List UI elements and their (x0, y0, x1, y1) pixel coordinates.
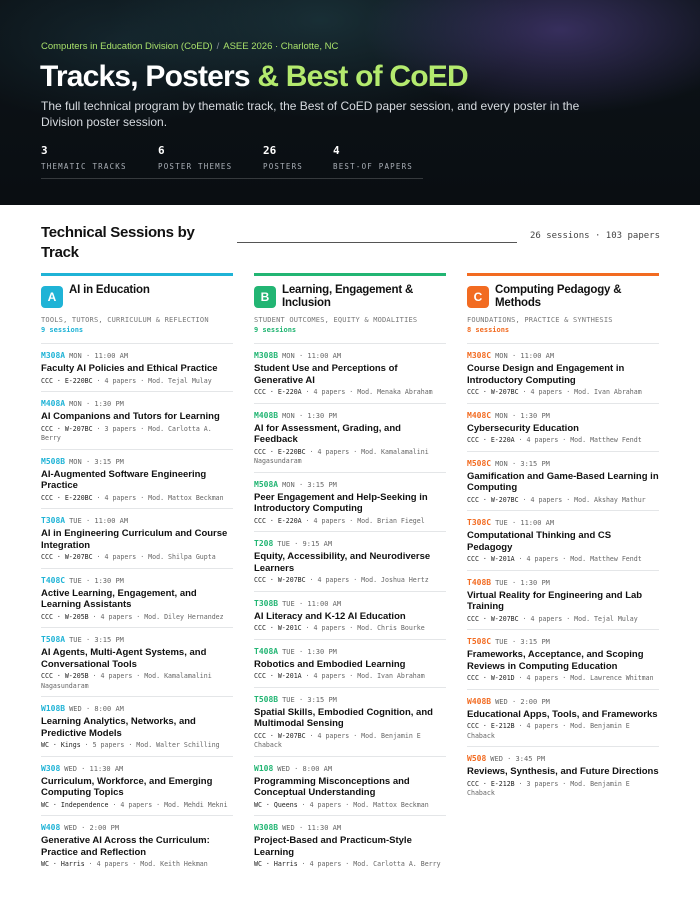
session-code: T508A (41, 635, 66, 644)
session-list (254, 343, 446, 875)
track-subtitle: FOUNDATIONS, PRACTICE & SYNTHESIS (467, 316, 613, 324)
session-item[interactable] (467, 689, 659, 747)
session-details: · 4 papers · Mod. Tejal Mulay (92, 376, 212, 385)
session-item[interactable] (254, 472, 446, 532)
session-time: TUE · 1:30 PM (69, 576, 124, 585)
session-time: TUE · 9:15 AM (277, 540, 333, 548)
session-schedule (41, 576, 233, 585)
session-item[interactable] (254, 591, 446, 639)
page-lede: The full technical program by thematic track, the Best of CoED paper session, and every poster in the Division poster session. (41, 99, 580, 129)
session-details: · 4 papers · Mod. Menaka Abraham (301, 388, 433, 396)
session-schedule (254, 411, 446, 420)
session-schedule (41, 457, 233, 466)
session-details: · 3 papers · Mod. Carlotta A. Berry (41, 424, 212, 442)
session-meta (41, 494, 233, 504)
session-item[interactable] (41, 391, 233, 449)
session-code: M508C (467, 458, 492, 468)
session-code: T308A (41, 516, 66, 525)
session-item[interactable] (41, 756, 233, 816)
session-room: WC · Queens (254, 800, 298, 809)
session-code: W508 (467, 754, 487, 763)
session-room: CCC · W-207BC (41, 553, 93, 561)
session-title[interactable]: Robotics and Embodied Learning (254, 658, 406, 670)
session-meta (254, 576, 446, 586)
session-details: · 4 papers · Mod. Mehdi Mekni (108, 800, 228, 809)
session-code: M408B (254, 410, 279, 420)
session-item[interactable] (467, 510, 659, 570)
session-title[interactable]: Student Use and Perceptions of Generative AI (254, 363, 398, 386)
session-meta (254, 672, 446, 682)
session-title[interactable]: Programming Misconceptions and Conceptual Understanding (254, 775, 410, 798)
session-item[interactable] (41, 696, 233, 756)
session-item[interactable] (467, 451, 659, 511)
session-details: · 4 papers · Mod. Keith Hekman (84, 860, 208, 868)
session-item[interactable] (467, 570, 659, 630)
section-header (41, 223, 660, 265)
session-time: MON · 3:15 PM (495, 459, 550, 468)
session-item[interactable] (254, 403, 446, 472)
session-schedule (41, 823, 233, 832)
track-column-c (467, 273, 659, 804)
session-schedule (254, 647, 446, 656)
session-meta (467, 388, 659, 398)
session-item[interactable] (254, 687, 446, 756)
session-meta (41, 860, 233, 870)
session-list (41, 343, 233, 875)
session-meta (254, 732, 446, 751)
session-code: T408C (41, 575, 66, 585)
session-schedule (41, 704, 233, 713)
session-room: CCC · E-220BC (41, 493, 93, 502)
session-schedule (254, 599, 446, 608)
session-code: M408C (467, 410, 492, 420)
session-time: TUE · 1:30 PM (282, 647, 337, 656)
session-meta (254, 517, 446, 527)
session-code: T308B (254, 598, 279, 608)
stat-value: 6 (158, 144, 165, 157)
session-room: CCC · E-212B (467, 779, 515, 788)
session-details: · 4 papers · Mod. Benjamin E Chaback (467, 722, 630, 740)
session-code: W108 (254, 763, 274, 773)
stat-value: 4 (333, 144, 340, 157)
session-title[interactable]: Gamification and Game-Based Learning in Computing (467, 470, 659, 493)
session-time: WED · 3:45 PM (490, 755, 546, 763)
session-title[interactable]: Computational Thinking and CS Pedagogy (467, 530, 612, 553)
stat-thematic-tracks (41, 144, 158, 179)
session-code: M408A (41, 399, 66, 408)
session-meta (254, 388, 446, 398)
session-code: T508C (467, 637, 492, 646)
track-badge: A (41, 286, 63, 308)
track-accent-bar (41, 273, 233, 276)
session-meta (254, 624, 446, 634)
stat-label: POSTER THEMES (158, 162, 233, 171)
event-label: ASEE 2026 · Charlotte, NC (223, 41, 339, 52)
session-code: W308B (254, 823, 279, 832)
session-room: CCC · E-220A (467, 436, 515, 444)
session-time: MON · 3:15 PM (69, 457, 124, 466)
session-schedule (467, 351, 659, 360)
session-time: MON · 1:30 PM (282, 411, 337, 420)
session-title[interactable]: Course Design and Engagement in Introductory Computing (467, 363, 625, 386)
session-meta (254, 448, 446, 467)
session-time: TUE · 3:15 PM (282, 695, 337, 704)
session-details: · 4 papers · Mod. Akshay Mathur (518, 495, 646, 504)
track-header (467, 284, 659, 314)
track-name: AI in Education (69, 284, 150, 296)
session-schedule (254, 823, 446, 832)
session-schedule (254, 764, 446, 773)
session-schedule (41, 764, 233, 773)
session-title[interactable]: AI Companions and Tutors for Learning (41, 411, 220, 422)
session-details: · 4 papers · Mod. Diley Hernandez (88, 612, 224, 621)
session-title[interactable]: Reviews, Synthesis, and Future Directions (467, 766, 659, 777)
session-room: CCC · W-201D (467, 674, 515, 682)
session-time: MON · 3:15 PM (282, 480, 337, 489)
session-meta (467, 615, 659, 625)
session-time: WED · 11:30 AM (282, 824, 342, 832)
stat-posters (263, 144, 333, 179)
session-room: CCC · W-207BC (467, 388, 519, 396)
section-summary: 26 sessions · 103 papers (529, 231, 660, 241)
session-title[interactable]: Cybersecurity Education (467, 422, 579, 434)
session-code: T408B (467, 577, 492, 587)
session-title[interactable]: Frameworks, Acceptance, and Scoping Reviews in Computing Education (467, 649, 644, 672)
session-code: M508B (41, 456, 66, 466)
session-schedule (254, 351, 446, 360)
session-time: TUE · 11:00 AM (69, 517, 129, 525)
session-code: T508B (254, 694, 279, 704)
session-title[interactable]: Peer Engagement and Help-Seeking in Introductory Computing (254, 491, 428, 514)
session-schedule (254, 480, 446, 489)
session-time: MON · 11:00 AM (495, 352, 555, 360)
session-meta (41, 801, 233, 811)
session-schedule (254, 539, 446, 548)
session-room: CCC · W-207BC (254, 731, 306, 740)
session-item[interactable] (254, 531, 446, 591)
session-room: CCC · W-205B (41, 612, 89, 621)
session-schedule (254, 695, 446, 704)
session-code: T308C (467, 518, 492, 527)
session-time: WED · 2:00 PM (64, 824, 120, 832)
track-accent-bar (254, 273, 446, 276)
session-room: CCC · W-201A (254, 672, 302, 680)
session-meta (41, 741, 233, 751)
session-room: CCC · E-212B (467, 722, 515, 730)
session-title[interactable]: AI for Assessment, Grading, and Feedback (254, 422, 401, 445)
breadcrumb (41, 41, 338, 52)
session-time: TUE · 11:00 AM (282, 599, 342, 608)
session-room: CCC · E-220BC (254, 447, 306, 456)
session-room: CCC · W-207BC (467, 614, 519, 623)
session-title[interactable]: Active Learning, Engagement, and Learning Assistants (41, 587, 197, 610)
session-list (467, 343, 659, 804)
session-schedule (467, 411, 659, 420)
session-time: MON · 1:30 PM (495, 411, 550, 420)
session-room: CCC · W-207BC (467, 495, 519, 504)
page-title (40, 60, 468, 94)
session-room: CCC · E-220BC (41, 376, 93, 385)
session-title[interactable]: AI in Engineering Curriculum and Course Integration (41, 528, 228, 551)
session-item[interactable] (41, 343, 233, 391)
session-item[interactable] (254, 756, 446, 816)
session-details: · 4 papers · Mod. Joshua Hertz (305, 576, 429, 584)
session-meta (41, 553, 233, 563)
session-room: CCC · E-220A (254, 388, 302, 396)
session-title[interactable]: Learning Analytics, Networks, and Predictive Models (41, 716, 196, 739)
session-schedule (467, 518, 659, 527)
session-item[interactable] (41, 815, 233, 875)
session-item[interactable] (254, 639, 446, 687)
session-item[interactable] (41, 627, 233, 696)
session-details: · 4 papers · Mod. Matthew Fendt (514, 436, 642, 444)
page-title-main: Tracks, Posters (40, 60, 258, 93)
session-meta (467, 496, 659, 506)
stat-label: THEMATIC TRACKS (41, 162, 127, 171)
session-time: WED · 8:00 AM (69, 705, 124, 713)
session-time: WED · 11:30 AM (64, 764, 124, 773)
session-title[interactable]: Educational Apps, Tools, and Frameworks (467, 708, 658, 720)
session-details: · 4 papers · Mod. Benjamin E Chaback (254, 731, 421, 749)
session-time: TUE · 1:30 PM (495, 578, 550, 587)
session-meta (467, 555, 659, 565)
session-details: · 4 papers · Mod. Chris Bourke (301, 624, 425, 632)
session-time: MON · 11:00 AM (69, 352, 129, 360)
session-code: T208 (254, 539, 274, 548)
session-schedule (41, 399, 233, 408)
session-details: · 4 papers · Mod. Kamalamalini Nagasundaram (254, 447, 429, 465)
hero-banner (0, 0, 700, 205)
session-schedule (41, 635, 233, 644)
session-code: W408 (41, 823, 61, 832)
session-title[interactable]: AI Literacy and K-12 AI Education (254, 610, 406, 622)
session-room: CCC · W-207BC (41, 424, 93, 433)
track-subtitle: STUDENT OUTCOMES, EQUITY & MODALITIES (254, 316, 418, 324)
session-schedule (467, 578, 659, 587)
session-room: WC · Harris (254, 860, 298, 868)
session-item[interactable] (467, 629, 659, 689)
session-details: · 4 papers · Mod. Lawrence Whitman (514, 674, 654, 682)
session-details: · 4 papers · Mod. Matthew Fendt (514, 555, 642, 563)
session-details: · 4 papers · Mod. Tejal Mulay (518, 614, 638, 623)
session-time: MON · 11:00 AM (282, 352, 342, 360)
section-divider (237, 242, 517, 243)
stat-value: 26 (263, 144, 277, 157)
session-title[interactable]: Generative AI Across the Curriculum: Practice and Reflection (41, 835, 210, 858)
session-details: · 4 papers · Mod. Shilpa Gupta (92, 553, 216, 561)
track-column-b (254, 273, 446, 875)
session-title[interactable]: AI Agents, Multi-Agent Systems, and Conversational Tools (41, 647, 207, 670)
session-title[interactable]: Spatial Skills, Embodied Cognition, and Multimodal Sensing (254, 706, 433, 729)
session-item[interactable] (467, 746, 659, 804)
stats-row (41, 144, 423, 179)
session-details: · 4 papers · Mod. Ivan Abraham (301, 672, 425, 680)
session-code: T408A (254, 646, 279, 656)
session-code: M308B (254, 351, 279, 360)
session-details: · 4 papers · Mod. Mattox Beckman (92, 493, 224, 502)
stat-value: 3 (41, 144, 48, 157)
session-details: · 5 papers · Mod. Walter Schilling (80, 741, 220, 749)
track-badge: B (254, 286, 276, 308)
session-item[interactable] (41, 508, 233, 568)
session-time: TUE · 3:15 PM (495, 638, 550, 646)
session-code: W308 (41, 763, 61, 773)
stat-poster-themes (158, 144, 263, 179)
session-title[interactable]: Faculty AI Policies and Ethical Practice (41, 363, 218, 374)
track-name: Learning, Engagement & Inclusion (282, 284, 414, 309)
session-title[interactable]: AI-Augmented Software Engineering Practice (41, 468, 207, 491)
session-title[interactable]: Virtual Reality for Engineering and Lab Training (467, 589, 643, 612)
session-meta (41, 672, 233, 691)
session-room: WC · Kings (41, 741, 81, 749)
breadcrumb-separator: / (216, 41, 220, 52)
session-time: MON · 1:30 PM (69, 400, 124, 408)
track-session-count: 9 sessions (41, 326, 84, 334)
track-header (41, 284, 233, 314)
session-details: · 4 papers · Mod. Ivan Abraham (518, 388, 642, 396)
session-code: M308A (41, 351, 66, 360)
session-meta (467, 780, 659, 799)
session-details: · 4 papers · Mod. Mattox Beckman (297, 800, 429, 809)
session-time: WED · 2:00 PM (495, 697, 550, 706)
session-time: WED · 8:00 AM (277, 764, 333, 773)
session-room: WC · Independence (41, 800, 109, 809)
session-room: WC · Harris (41, 860, 85, 868)
track-subtitle: TOOLS, TUTORS, CURRICULUM & REFLECTION (41, 316, 209, 324)
session-item[interactable] (41, 568, 233, 628)
session-title[interactable]: Project-Based and Practicum-Style Learning (254, 835, 412, 858)
division-link[interactable]: Computers in Education Division (CoED) (41, 41, 213, 52)
track-accent-bar (467, 273, 659, 276)
session-room: CCC · W-207BC (254, 576, 306, 584)
session-meta (467, 674, 659, 684)
session-title[interactable]: Curriculum, Workforce, and Emerging Computing Topics (41, 775, 213, 798)
session-time: TUE · 3:15 PM (69, 636, 124, 644)
track-column-a (41, 273, 233, 875)
session-details: · 3 papers · Mod. Benjamin E Chaback (467, 779, 630, 797)
session-meta (467, 722, 659, 741)
session-meta (41, 613, 233, 623)
session-room: CCC · E-220A (254, 516, 302, 525)
session-meta (41, 377, 233, 387)
session-meta (467, 436, 659, 446)
track-session-count: 9 sessions (254, 326, 297, 334)
session-schedule (467, 697, 659, 706)
session-code: M308C (467, 351, 492, 360)
stat-label: BEST-OF PAPERS (333, 162, 414, 171)
track-badge: C (467, 286, 489, 308)
session-room: CCC · W-205B (41, 672, 89, 680)
session-item[interactable] (254, 815, 446, 875)
session-schedule (467, 754, 659, 763)
page-title-highlight: & Best of CoED (257, 60, 468, 93)
session-code: W408B (467, 696, 492, 706)
session-item[interactable] (254, 343, 446, 403)
stat-label: POSTERS (263, 162, 304, 171)
session-room: CCC · W-201A (467, 555, 515, 563)
track-name: Computing Pedagogy & Methods (495, 284, 622, 309)
session-item[interactable] (467, 343, 659, 403)
session-item[interactable] (467, 403, 659, 451)
session-meta (254, 860, 446, 870)
session-schedule (41, 516, 233, 525)
stat-best-of-papers (333, 144, 423, 179)
session-item[interactable] (41, 449, 233, 509)
session-title[interactable]: Equity, Accessibility, and Neurodiverse Learners (254, 551, 431, 574)
session-meta (41, 425, 233, 444)
session-schedule (41, 351, 233, 360)
section-title: Technical Sessions by Track (41, 224, 195, 261)
session-meta (254, 801, 446, 811)
session-details: · 4 papers · Mod. Brian Fiegel (301, 516, 425, 525)
track-session-count: 8 sessions (467, 326, 510, 334)
session-details: · 4 papers · Mod. Kamalamalini Nagasundaram (41, 672, 212, 690)
session-details: · 4 papers · Mod. Carlotta A. Berry (297, 860, 441, 868)
session-schedule (467, 459, 659, 468)
session-code: W108B (41, 704, 66, 713)
session-time: TUE · 11:00 AM (495, 519, 555, 527)
session-schedule (467, 637, 659, 646)
track-header (254, 284, 446, 314)
session-room: CCC · W-201C (254, 624, 302, 632)
session-code: M508A (254, 479, 279, 489)
